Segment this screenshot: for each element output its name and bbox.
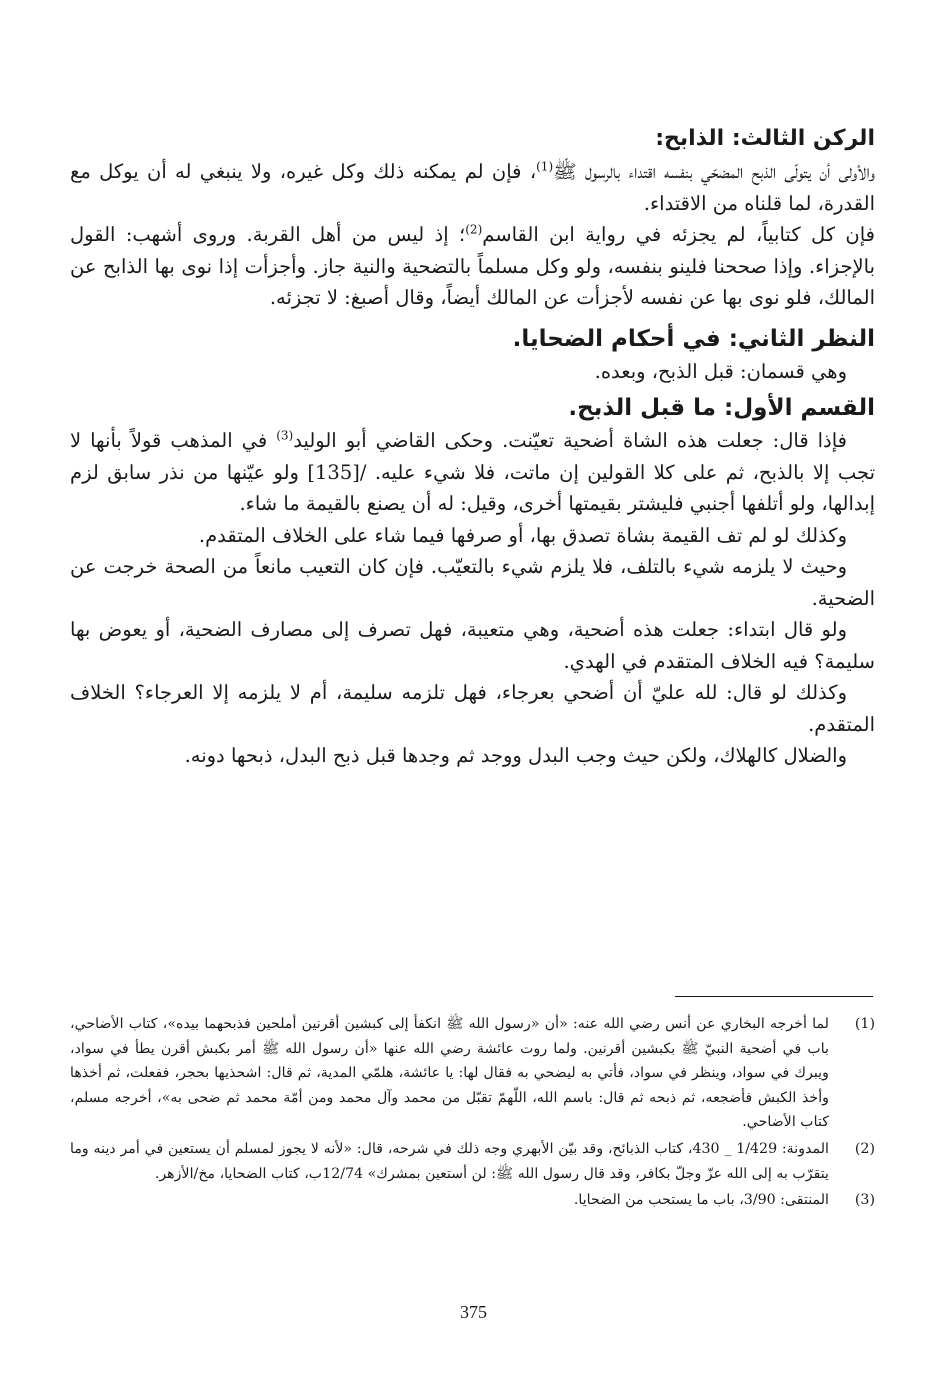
paragraph-5: وكذلك لو لم تف القيمة بشاة تصدق بها، أو صرفها فيما شاء على الخلاف المتقدم. [198,523,847,547]
footnote-ref-3: (3) [276,428,294,443]
paragraph-7: ولو قال ابتداء: جعلت هذه أضحية، وهي متعيبة، فهل تصرف إلى مصارف الضحية، أو يعوض بها سليمة؟ فيه الخلاف المتقدم في الهدي. [70,618,875,673]
footnote-text: المدونة: 1/429 _ 430، كتاب الذبائح، وقد بيّن الأبهري وجه ذلك في شرحه، قال: «لأنه لا يجوز لمسلم أن يستعين في أمر دينه وما يتقرّب به إلى الله عزّ وجلّ بكافر، وقد قال رسول الله ﷺ: لن أستعين بمشرك» 12/74ب، كتاب الضحايا، مخ/الأزهر. [70,1140,829,1182]
paragraph-8: وكذلك لو قال: لله عليّ أن أضحي بعرجاء، فهل تلزمه سليمة، أم لا يلزمه إلا العرجاء؟ الخلاف المتقدم. [70,681,875,736]
paragraph-1-text-b: ، فإن لم يمكنه ذلك وكل غيره، ولا ينبغي له أن يوكل مع القدرة، لما قلناه من الاقتداء. [70,160,875,215]
footnote-2 [70,1137,875,1186]
paragraph-2-text-b: ؛ إذ ليس من أهل القربة. وروى أشهب: القول بالإجزاء. وإذا صححنا فلينو بنفسه، ولو وكل مسلماً بالتضحية والنية جاز. وأجزأت إذا نوى بها الذابح عن المالك، فلو نوى بها عن نفسه لأجزأت عن المالك أيضاً، وقال أصبغ: لا تجزئه. [70,223,875,309]
footnote-1 [70,1012,875,1135]
paragraph-2 [70,219,875,314]
footnote-ref-2: (2) [465,222,483,237]
footnote-text: المنتقى: 3/90، باب ما يستحب من الضحايا. [573,1192,829,1209]
heading-second-consideration: النظر الثاني: في أحكام الضحايا. [512,325,875,352]
paragraph-4-text-b: في المذهب قولاً بأنها لا تجب إلا بالذبح، ثم على كلا القولين إن ماتت، فلا شيء عليه. /[135] ولو عيّنها من نذر سابق لزم إبدالها، ولو أتلفها أجنبي فليشتر بقيمتها أخرى، وقيل: له أن يصنع بالقيمة ما شاء. [70,429,875,515]
paragraph-2-text-a: فإن كل كتابياً، لم يجزئه في رواية ابن القاسم [482,223,875,246]
main-text [70,122,875,772]
paragraph-6: وحيث لا يلزمه شيء بالتلف، فلا يلزم شيء بالتعيّب. فإن كان التعيب مانعاً من الصحة خرجت عن الضحية. [70,555,875,610]
footnote-divider [675,996,873,997]
footnote-3 [70,1188,875,1213]
footnote-number: (2) [854,1140,875,1157]
footnote-number: (3) [854,1192,875,1209]
page-number: 375 [460,1302,487,1322]
footnotes [70,1012,875,1215]
paragraph-4 [70,425,875,520]
paragraph-9: والضلال كالهلاك، ولكن حيث وجب البدل ووجد ثم وجدها قبل ذبح البدل، ذبحها دونه. [184,744,847,767]
footnote-text: لما أخرجه البخاري عن أنس رضي الله عنه: «أن «رسول الله ﷺ انكفأ إلى كبشين أقرنين أملحين فذبحهما بيده»، كتاب الأضاحي، باب في أضحية النبيّ ﷺ بكبشين أقرنين. ولما روت عائشة رضي الله عنها «أن رسول الله ﷺ أمر بكبش أقرن يطأ في سواد، ويبرك في سواد، وينظر في سواد، فأتي به ليضحي به فقال لها: يا عائشة، هلمّي المدية، ثم قال: اشحذيها بحجر، ففعلت، ثم أخذها وأخذ الكبش فأضجعه، ثم ذبحه ثم قال: باسم الله، اللّهمّ تقبّل من محمد وآل محمد ومن أمّة محمد ثم ضحى به»، أخرجه مسلم، كتاب الأضاحي. [70,1016,829,1131]
footnote-ref-1: (1) [536,159,554,174]
paragraph-4-text-a: فإذا قال: جعلت هذه الشاة أضحية تعيّنت. وحكى القاضي أبو الوليد [293,429,847,452]
heading-first-section: القسم الأول: ما قبل الذبح. [568,395,875,421]
paragraph-1-text-a: والأولى أن يتولّى الذبح المضحّي بنفسه اقتداء بالرسول ﷺ [553,160,875,183]
paragraph-3: وهي قسمان: قبل الذبح، وبعده. [594,359,847,383]
footnote-number: (1) [854,1016,875,1032]
paragraph-1 [70,156,875,219]
heading-third-pillar: الركن الثالث: الذابح: [655,126,875,151]
